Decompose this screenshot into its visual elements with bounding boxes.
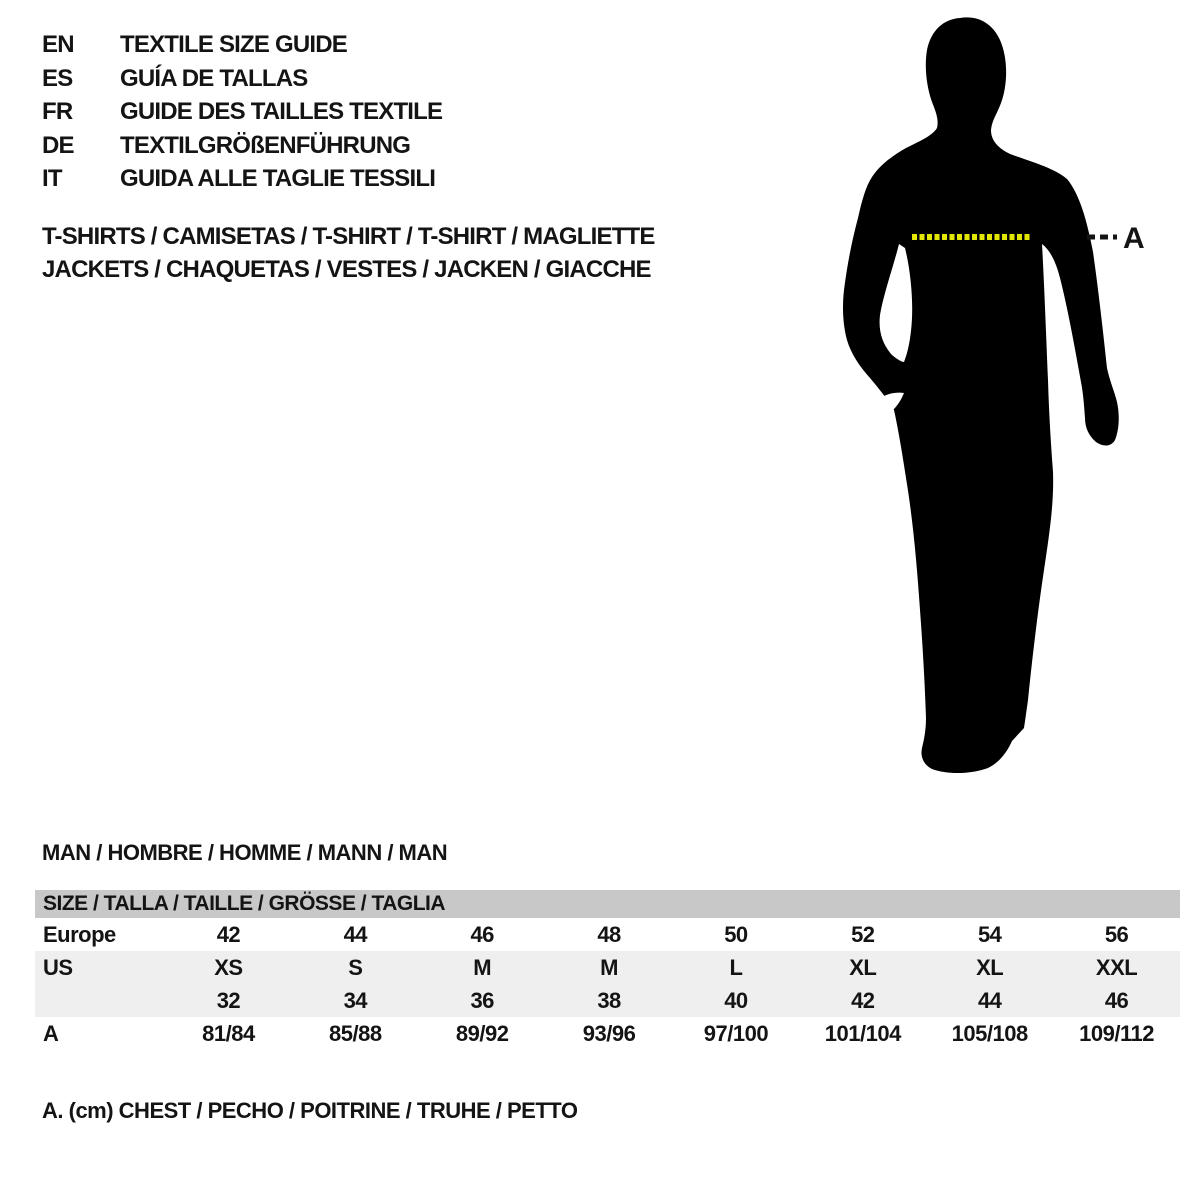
cell-us-4: M — [546, 951, 673, 984]
cell-chest-6: 101/104 — [824, 1020, 901, 1046]
cell-chest-2: 85/88 — [329, 1020, 382, 1046]
language-code: DE — [42, 131, 74, 159]
cell-us-6: XL — [799, 951, 926, 984]
cell-chest-1: 81/84 — [202, 1020, 255, 1046]
cell-us-5: L — [673, 951, 800, 984]
measure-label-a: A — [1123, 222, 1145, 255]
cell-europe-7: 54 — [977, 921, 1002, 947]
cell-europe-3: 46 — [470, 921, 494, 947]
cell-us-8: XXL — [1053, 951, 1180, 984]
guide-title-it: GUIDA ALLE TAGLIE TESSILI — [120, 165, 436, 192]
cell-us-7: XL — [926, 951, 1053, 984]
size-table — [35, 890, 1180, 1050]
language-row-es — [42, 62, 442, 96]
category-lines — [42, 220, 655, 286]
language-row-it — [42, 162, 442, 196]
cell-chest-7: 105/108 — [951, 1020, 1028, 1046]
cell-europe-6: 52 — [851, 921, 875, 947]
cell-us-2: S — [292, 951, 419, 984]
cell-chest-4: 93/96 — [582, 1020, 636, 1046]
man-silhouette-figure — [820, 0, 1200, 800]
measurement-footnote: A. (cm) CHEST / PECHO / POITRINE / TRUHE / PETTO — [42, 1098, 578, 1123]
cell-numeric-4: 38 — [546, 984, 673, 1017]
category-line-tshirts: T-SHIRTS / CAMISETAS / T-SHIRT / T-SHIRT / MAGLIETTE — [42, 223, 655, 250]
language-code: FR — [42, 98, 73, 125]
cell-chest-5: 97/100 — [703, 1020, 769, 1046]
size-table-header: SIZE / TALLA / TAILLE / GRÖSSE / TAGLIA — [35, 890, 1180, 918]
table-row-numeric — [35, 984, 1180, 1017]
man-silhouette — [843, 17, 1119, 773]
cell-europe-4: 48 — [597, 921, 621, 947]
language-row-en — [42, 28, 442, 62]
cell-europe-2: 44 — [343, 921, 368, 947]
cell-us-1: XS — [165, 951, 292, 984]
category-line-jackets: JACKETS / CHAQUETAS / VESTES / JACKEN / GIACCHE — [42, 256, 651, 283]
cell-numeric-1: 32 — [165, 984, 292, 1017]
language-code: IT — [42, 165, 62, 192]
guide-title-de: TEXTILGRÖßENFÜHRUNG — [120, 131, 411, 159]
language-row-fr — [42, 95, 442, 129]
row-label-numeric — [35, 984, 165, 1017]
language-code: EN — [42, 31, 74, 58]
guide-title-es: GUÍA DE TALLAS — [120, 64, 308, 92]
cell-numeric-2: 34 — [292, 984, 419, 1017]
cell-europe-8: 56 — [1104, 921, 1129, 947]
language-row-de — [42, 129, 442, 163]
cell-numeric-8: 46 — [1053, 984, 1180, 1017]
row-label-a: A — [43, 1020, 59, 1046]
cell-chest-3: 89/92 — [455, 1020, 509, 1046]
section-title-man: MAN / HOMBRE / HOMME / MANN / MAN — [42, 840, 448, 865]
cell-numeric-7: 44 — [926, 984, 1053, 1017]
guide-title-en: TEXTILE SIZE GUIDE — [120, 31, 347, 58]
cell-numeric-3: 36 — [419, 984, 546, 1017]
cell-chest-8: 109/112 — [1079, 1020, 1154, 1046]
row-label-europe: Europe — [43, 921, 116, 947]
table-row-us — [35, 951, 1180, 984]
cell-numeric-5: 40 — [673, 984, 800, 1017]
cell-numeric-6: 42 — [799, 984, 926, 1017]
table-row-europe — [35, 918, 1180, 951]
row-label-us: US — [35, 951, 165, 984]
guide-title-fr: GUIDE DES TAILLES TEXTILE — [120, 98, 443, 125]
table-row-chest — [35, 1017, 1180, 1050]
cell-europe-5: 50 — [724, 921, 748, 947]
language-guide-list — [42, 28, 442, 196]
cell-us-3: M — [419, 951, 546, 984]
cell-europe-1: 42 — [216, 921, 241, 947]
language-code: ES — [42, 64, 73, 92]
size-table-header-row — [35, 890, 1180, 918]
